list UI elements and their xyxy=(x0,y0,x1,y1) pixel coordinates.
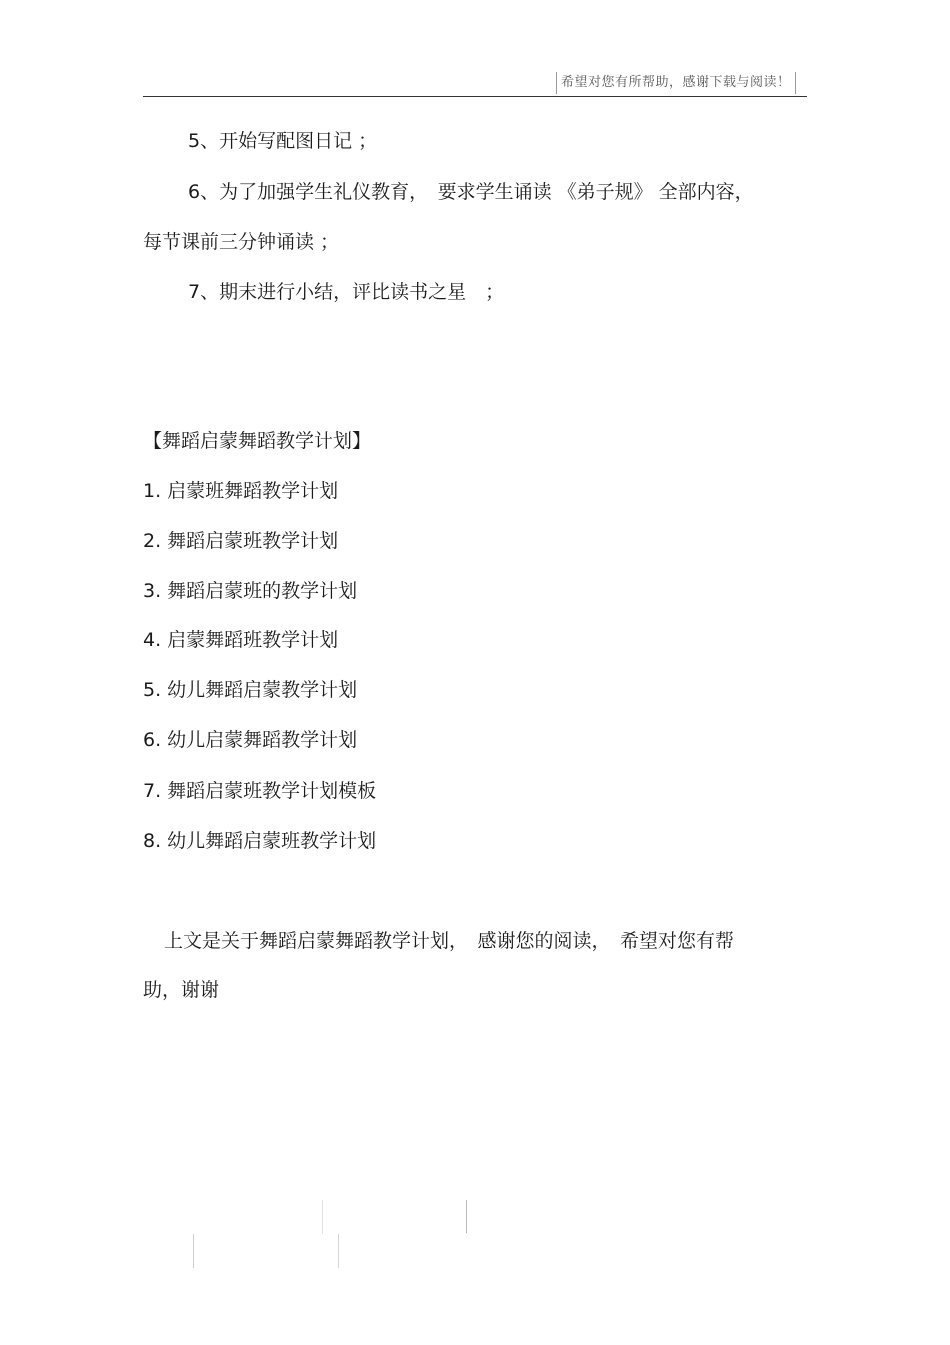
list-item: 3. 舞蹈启蒙班的教学计划 xyxy=(143,580,358,602)
list-item: 5. 幼儿舞蹈启蒙教学计划 xyxy=(143,679,358,701)
section-heading: 【舞蹈启蒙舞蹈教学计划】 xyxy=(143,430,372,452)
paragraph-item-5: 5、开始写配图日记 ； xyxy=(188,130,378,152)
closing-line-1: 上文是关于舞蹈启蒙舞蹈教学计划， 感谢您的阅读， 希望对您有帮 xyxy=(164,930,735,952)
paragraph-item-7: 7、期末进行小结，评比读书之星 ； xyxy=(188,281,505,303)
list-item: 4. 启蒙舞蹈班教学计划 xyxy=(143,629,339,651)
closing-line-2: 助，谢谢 xyxy=(143,979,220,1001)
table-border-fragment xyxy=(193,1234,194,1268)
paragraph-item-6-line-1: 6、为了加强学生礼仪教育， 要求学生诵读 《弟子规》 全部内容， xyxy=(188,181,754,203)
table-border-fragment xyxy=(322,1200,323,1234)
list-item: 2. 舞蹈启蒙班教学计划 xyxy=(143,530,339,552)
header-divider xyxy=(143,96,807,97)
list-item: 6. 幼儿启蒙舞蹈教学计划 xyxy=(143,729,358,751)
header-tagline: 希望对您有所帮助，感谢下载与阅读！ xyxy=(556,72,796,94)
paragraph-item-6-line-2: 每节课前三分钟诵读 ； xyxy=(143,231,340,253)
list-item: 8. 幼儿舞蹈启蒙班教学计划 xyxy=(143,830,377,852)
list-item: 1. 启蒙班舞蹈教学计划 xyxy=(143,480,339,502)
table-border-fragment xyxy=(466,1200,467,1233)
table-border-fragment xyxy=(338,1234,339,1268)
list-item: 7. 舞蹈启蒙班教学计划模板 xyxy=(143,780,377,802)
